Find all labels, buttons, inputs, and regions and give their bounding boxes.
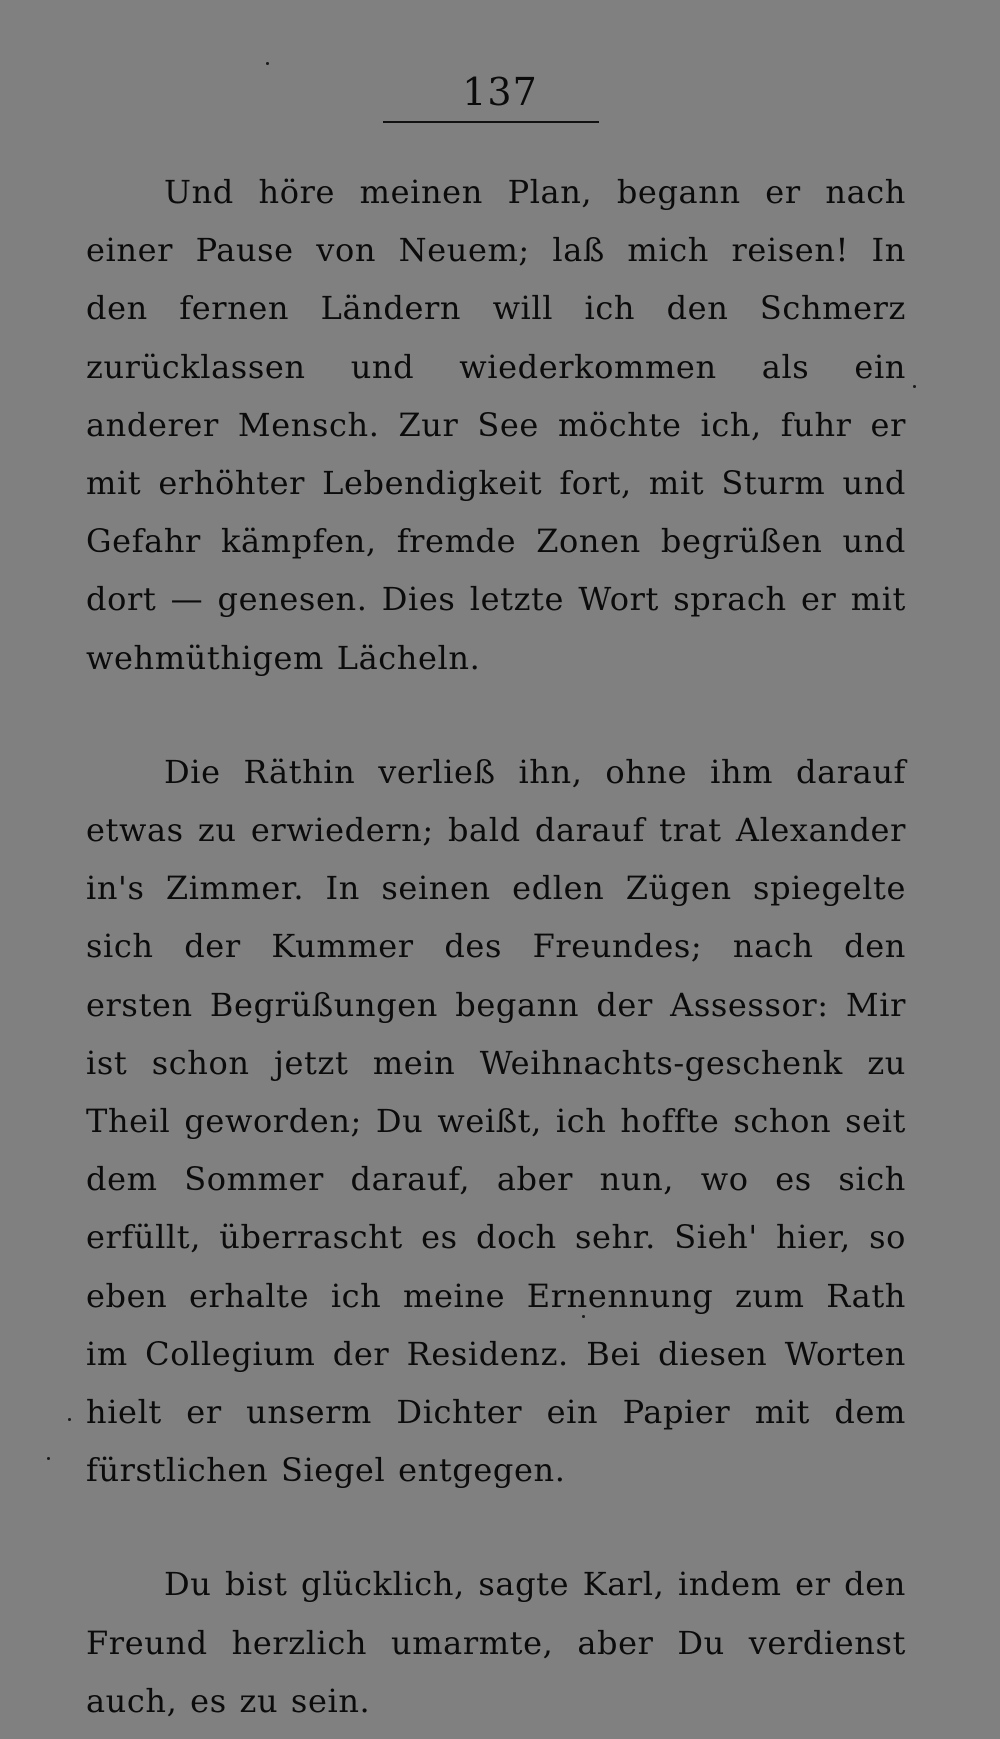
body-text [86, 163, 906, 1730]
print-speck [68, 1418, 71, 1421]
paragraph-2: Die Räthin verließ ihn, ohne ihm darauf etwas zu erwiedern; bald darauf trat Alexander in's Zimmer. In seinen edlen Zügen spiegelte sich der Kummer des Freundes; nach den ersten Begrüßungen begann der Assessor: Mir ist schon jetzt mein Weihnachts-geschenk zu Theil geworden; Du weißt, ich hoffte schon seit dem Sommer darauf, aber nun, wo es sich erfüllt, überrascht es doch sehr. Sieh' hier, so eben erhalte ich meine Ernennung zum Rath im Collegium der Residenz. Bei diesen Worten hielt er unserm Dichter ein Papier mit dem fürstlichen Siegel entgegen. [86, 752, 906, 1490]
header-rule [383, 121, 599, 123]
print-speck [47, 1457, 50, 1460]
print-speck [266, 62, 269, 65]
page-number: 137 [462, 70, 538, 114]
paragraph-1: Und höre meinen Plan, begann er nach einer Pause von Neuem; laß mich reisen! In den fernen Ländern will ich den Schmerz zurücklassen und wiederkommen als ein anderer Mensch. Zur See möchte ich, fuhr er mit erhöhter Lebendigkeit fort, mit Sturm und Gefahr kämpfen, fremde Zonen begrüßen und dort — genesen. Dies letzte Wort sprach er mit wehmüthigem Lächeln. [86, 173, 906, 677]
print-speck [582, 1315, 585, 1318]
print-speck [913, 385, 916, 388]
paragraph-3: Du bist glücklich, sagte Karl, indem er den Freund herzlich umarmte, aber Du verdienst auch, es zu sein. [86, 1565, 906, 1720]
